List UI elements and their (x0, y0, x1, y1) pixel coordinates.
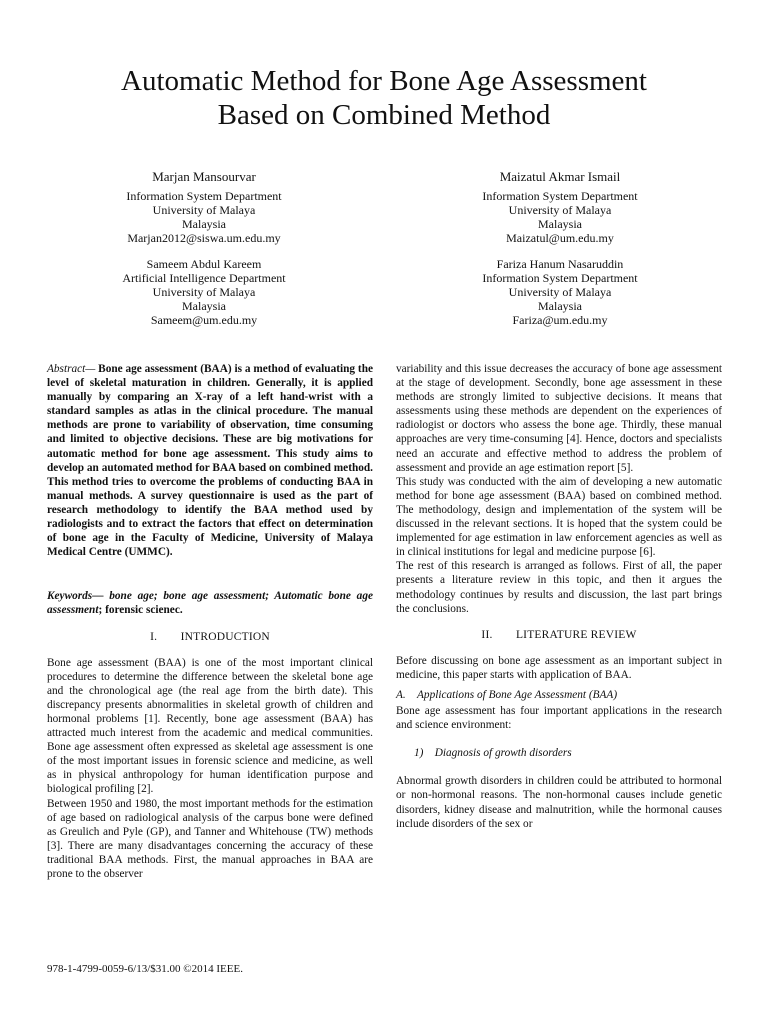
author-department: Information System Department (126, 189, 282, 203)
author-university: University of Malaya (508, 203, 612, 217)
intro-paragraph-4: This study was conducted with the aim of developing a new automatic method for bone age assessment (BAA) based on combined method. The methodology, design and implementation of the system will be discussed in the relevant sections. It is hoped that the system could be implemented for age estimation in law enforcement agencies as well as in clinical institutions for legal and medicine purpose [6]. (396, 475, 722, 559)
author-email: Maizatul@um.edu.my (506, 231, 614, 245)
author-name: Maizatul Akmar Ismail (499, 169, 621, 184)
title-line-2: Based on Combined Method (217, 99, 551, 131)
author-block-1 (54, 169, 354, 245)
author-department: Information System Department (482, 271, 638, 285)
subsection-heading-applications: A. Applications of Bone Age Assessment (BAA) (396, 688, 618, 701)
intro-paragraph-1: Bone age assessment (BAA) is one of the most important clinical procedures to determine the difference between the skeletal bone age and the chronological age (the real age from the birth date). This discrepancy presents abnormalities in skeletal growth of children and hormonal problems [1]. Recently, bone age assessment (BAA) has attracted much interest from the academic and medical communities. Bone age assessment often expressed as skeletal age assessment is one of the most important issues in forensic science and medicine, as well as in physical anthropology for human identification purpose and biological profiling [2]. (47, 656, 373, 796)
subsubsection-heading-growth-disorders: 1) Diagnosis of growth disorders (414, 747, 572, 760)
author-university: University of Malaya (152, 203, 256, 217)
title-line-1: Automatic Method for Bone Age Assessment (121, 65, 647, 97)
author-block-2 (410, 169, 710, 245)
author-name: Sameem Abdul Kareem (146, 257, 262, 271)
left-column (47, 362, 373, 881)
author-country: Malaysia (182, 299, 226, 313)
paper-title (0, 64, 768, 132)
copyright-footer: 978-1-4799-0059-6/13/$31.00 ©2014 IEEE. (47, 963, 243, 975)
author-block-4 (410, 257, 710, 327)
keywords-rest: ; forensic scienec. (98, 604, 183, 617)
author-department: Information System Department (482, 189, 638, 203)
author-university: University of Malaya (508, 285, 612, 299)
author-university: University of Malaya (152, 285, 256, 299)
litreview-paragraph-2: Bone age assessment has four important applications in the research and science environment: (396, 705, 722, 732)
intro-paragraph-2: Between 1950 and 1980, the most important methods for the estimation of age based on radiological analysis of the carpus bone were defined as Greulich and Pyle (GP), and Tanner and Whitehouse (TW) methods [3]. There are many disadvantages concerning the accuracy of these traditional BAA methods. First, the manual approaches in BAA are prone to the observer (47, 797, 373, 880)
author-country: Malaysia (182, 217, 226, 231)
litreview-paragraph-1: Before discussing on bone age assessment as an important subject in medicine, this paper starts with application of BAA. (396, 654, 722, 681)
keywords-italic: bone age; bone age assessment; Automatic bone age assessment (47, 590, 373, 617)
author-email: Fariza@um.edu.my (512, 313, 608, 327)
abstract-text: Bone age assessment (BAA) is a method of evaluating the level of skeletal maturation in children. Generally, it is applied manually by comparing an X-ray of a left hand-wrist with a standard samples as atlas in the clinical procedure. The manual methods are prone to variability of observation, time consuming and limited to objective decisions. These are big motivations for automatic method for bone age assessment. This study aims to develop an automated method for BAA based on combined method. This method tries to overcome the problems of conducting BAA in manual methods. A survey questionnaire is used as the part of research methodology to identify the BAA method used by radiologists and to extract the factors that effect on determination of bone age in the Faculty of Medicine, University of Malaya Medical Centre (UMMC). (47, 363, 373, 559)
section-heading-introduction: I. INTRODUCTION (150, 630, 270, 643)
author-name: Marjan Mansourvar (152, 169, 256, 184)
author-email: Sameem@um.edu.my (150, 313, 258, 327)
intro-paragraph-3: variability and this issue decreases the accuracy of bone age assessment at the stage of development. Secondly, bone age assessment in these methods are strongly limited to subjective decisions. It means that assessments using these methods are dependent on the experiences of radiologist or doctors who assess the bone age. Thirdly, these manual approaches are very time-consuming [4]. Hence, doctors and specialists need an accurate and effective method to address the problem of assessment and provide an age estimation report [5]. (396, 363, 722, 474)
author-block-3 (54, 257, 354, 327)
author-department: Artificial Intelligence Department (122, 271, 286, 285)
author-country: Malaysia (538, 217, 582, 231)
abstract (47, 362, 373, 559)
author-country: Malaysia (538, 299, 582, 313)
author-email: Marjan2012@siswa.um.edu.my (127, 231, 281, 245)
keywords (47, 589, 373, 617)
keywords-label: Keywords— (47, 590, 104, 603)
author-name: Fariza Hanum Nasaruddin (496, 257, 624, 271)
abstract-label: Abstract— (47, 363, 96, 375)
litreview-paragraph-3: Abnormal growth disorders in children could be attributed to hormonal or non-hormonal reasons. The non-hormonal causes include genetic disorders, kidney disease and malnutrition, while the hormonal causes include disorders of the sex or (396, 775, 722, 830)
intro-paragraph-5: The rest of this research is arranged as follows. First of all, the paper presents a literature review in this topic, and then it argues the methodology continues by results and discussion, the last part brings the conclusions. (396, 560, 722, 615)
section-heading-literature-review: II. LITERATURE REVIEW (481, 628, 637, 641)
right-column (396, 362, 722, 831)
